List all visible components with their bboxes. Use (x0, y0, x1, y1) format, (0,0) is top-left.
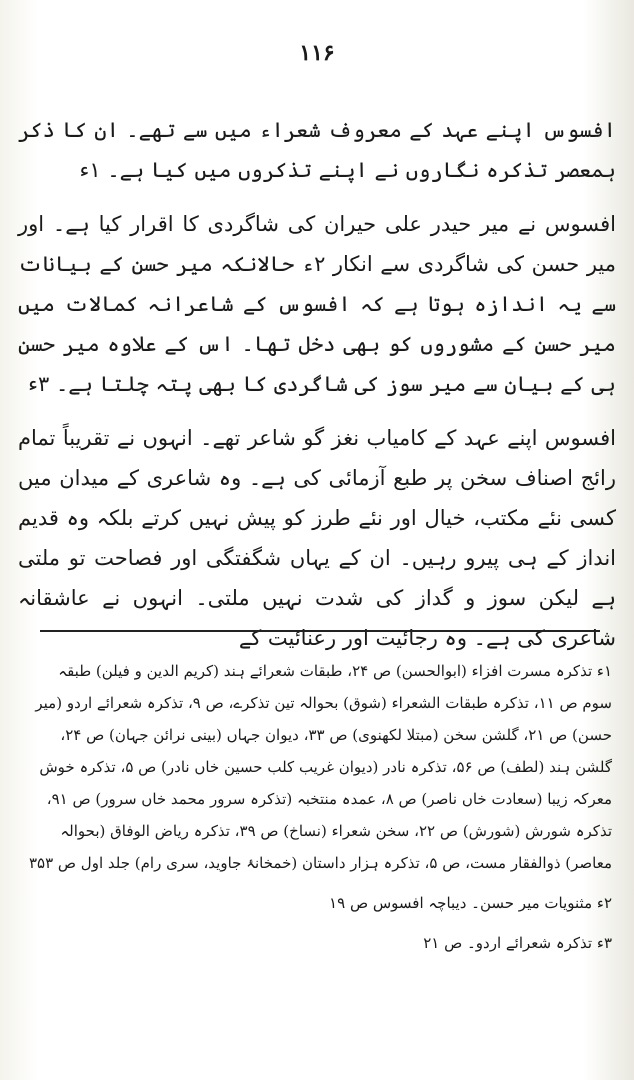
page-number: ۱۱۶ (299, 40, 335, 66)
footnote-2: ۲ء مثنویات میر حسن۔ دیباچہ افسوس ص ۱۹ (329, 894, 612, 912)
body-text (18, 110, 616, 672)
footnote-1: ۱ء تذکرہ مسرت افزاء (ابوالحسن) ص ۲۴، طبقات شعرائے ہند (کریم الدین و فیلن) طبقہ سوم ص ۱۱، تذکرہ طبقات الشعراء (شوق) بحوالہ تین تذکرے، ص ۹، تذکرہ شعرائے اردو (میر حسن) ص ۲۱، گلشن سخن (مبتلا لکھنوی) ص ۳۳، دیوان جہاں (بینی نرائن جہان) ص ۲۴، گلشن ہند (لطف) ص ۵۶، تذکرہ نادر (دیوان غریب کلب حسین خاں نادر) ص ۵، تذکرہ خوش معرکہ زیبا (سعادت خاں ناصر) ص ۸، عمدہ منتخبہ (تذکرہ سرور محمد خاں سرور) ص ۹۱، تذکرہ شورش (شورش) ص ۲۲، سخن شعراء (نساخ) ص ۳۹، تذکرہ ریاض الوفاق (بحوالہ معاصر) ذوالفقار مست، ص ۵، تذکرہ ہزار داستان (خمخانۂ جاوید، سری رام) جلد اول ص ۳۵۳ (28, 662, 612, 872)
paragraph-1: افسوس اپنے عہد کے معروف شعراء میں سے تھے۔ ان کا ذکر ہمعصر تذکرہ نگاروں نے اپنے تذکروں میں کیا ہے۔ ۱ء (18, 118, 616, 182)
footnotes (26, 655, 612, 967)
paragraph-2: افسوس نے میر حیدر علی حیران کی شاگردی کا اقرار کیا ہے۔ اور میر حسن کی شاگردی سے انکار ۲ء حالانکہ میر حسن کے بیانات سے یہ اندازہ ہوتا ہے کہ افسوس کے شاعرانہ کمالات میں میر حسن کے مشوروں کو بھی دخل تھا۔ اس کے علاوہ میر حسن ہی کے بیان سے میر سوز کی شاگردی کا بھی پتہ چلتا ہے۔ ۳ء (18, 212, 616, 396)
footnote-divider (40, 630, 600, 632)
footnote-3: ۳ء تذکرہ شعرائے اردو۔ ص ۲۱ (423, 934, 612, 952)
paragraph-3: افسوس اپنے عہد کے کامیاب نغز گو شاعر تھے۔ انہوں نے تقریباً تمام رائج اصناف سخن پر طبع آزمائی کی ہے۔ وہ شاعری کے میدان میں کسی نئے مکتب، خیال اور نئے طرز کو پیش نہیں کرتے بلکہ وہ قدیم انداز کے ہی پیرو رہیں۔ ان کے یہاں شگفتگی اور فصاحت تو ملتی ہے لیکن سوز و گداز کی شدت نہیں ملتی۔ انہوں نے عاشقانہ شاعری کی ہے۔ وہ رجائیت اور رعنائیت کے (18, 426, 616, 650)
